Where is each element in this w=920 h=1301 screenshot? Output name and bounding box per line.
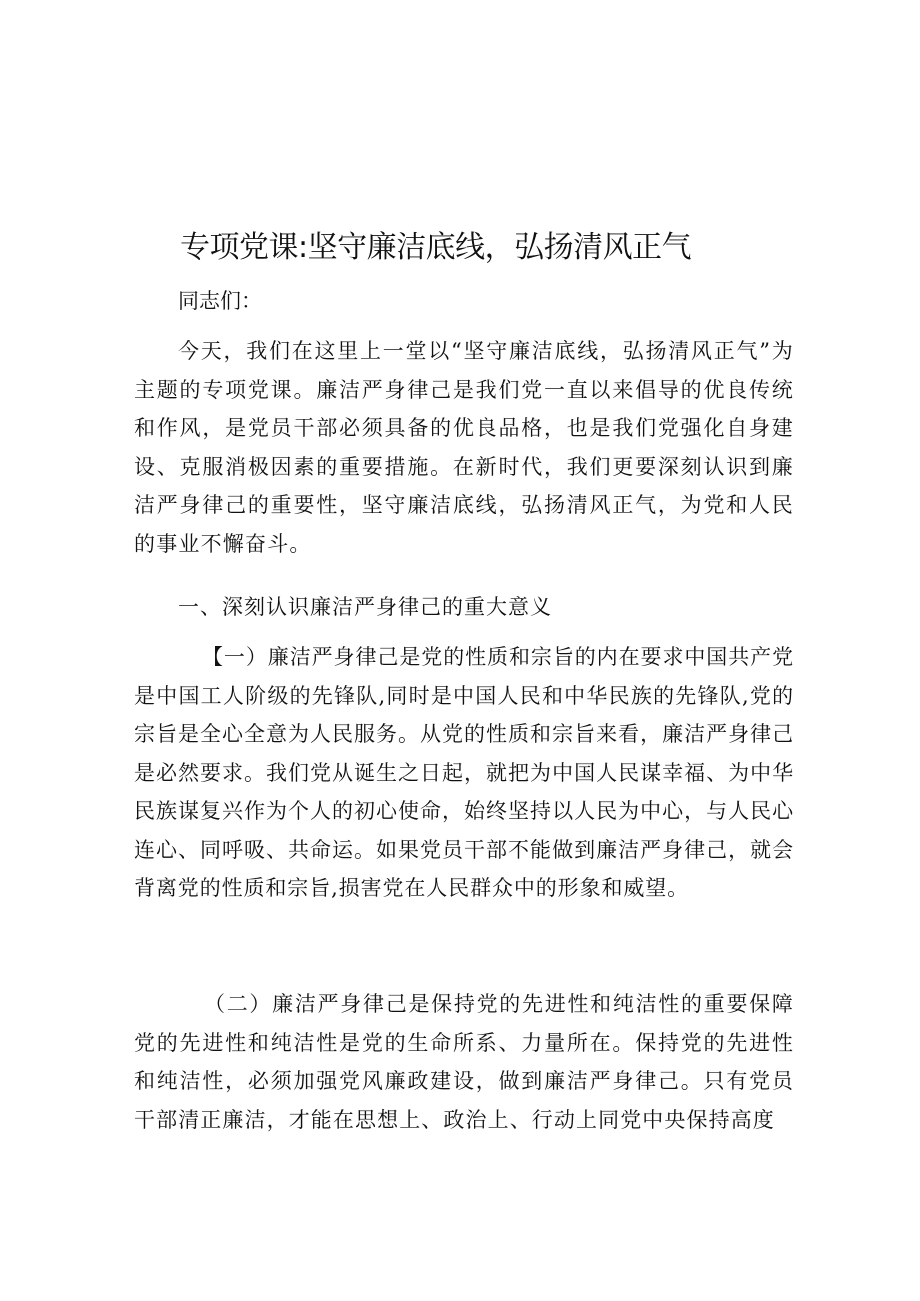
section-2-paragraph: （二）廉洁严身律己是保持党的先进性和纯洁性的重要保障党的先进性和纯洁性是党的生命所系、力量所在。保持党的先进性和纯洁性，必须加强党风廉政建设，做到廉洁严身律己。只有党员干部清正廉洁，才能在思想上、政治上、行动上同党中央保持高度 [134, 992, 794, 1132]
salutation: 同志们： [178, 289, 262, 313]
intro-paragraph: 今天，我们在这里上一堂以“坚守廉洁底线，弘扬清风正气”为主题的专项党课。廉洁严身律己是我们党一直以来倡导的优良传统和作风，是党员干部必须具备的优良品格，也是我们党强化自身建设、克服消极因素的重要措施。在新时代，我们更要深刻认识到廉洁严身律己的重要性，坚守廉洁底线，弘扬清风正气，为党和人民的事业不懈奋斗。 [134, 339, 794, 556]
document-title: 专项党课:坚守廉洁底线，弘扬清风正气 [180, 230, 692, 265]
section-heading-1: 一、深刻认识廉洁严身律己的重大意义 [178, 595, 552, 619]
section-1-paragraph: 【一）廉洁严身律己是党的性质和宗旨的内在要求中国共产党是中国工人阶级的先锋队,同时是中国人民和中华民族的先锋队,党的宗旨是全心全意为人民服务。从党的性质和宗旨来看，廉洁严身律己是必然要求。我们党从诞生之日起，就把为中国人民谋幸福、为中华民族谋复兴作为个人的初心使命，始终坚持以人民为中心，与人民心连心、同呼吸、共命运。如果党员干部不能做到廉洁严身律己，就会背离党的性质和宗旨,损害党在人民群众中的形象和威望。 [134, 645, 794, 900]
